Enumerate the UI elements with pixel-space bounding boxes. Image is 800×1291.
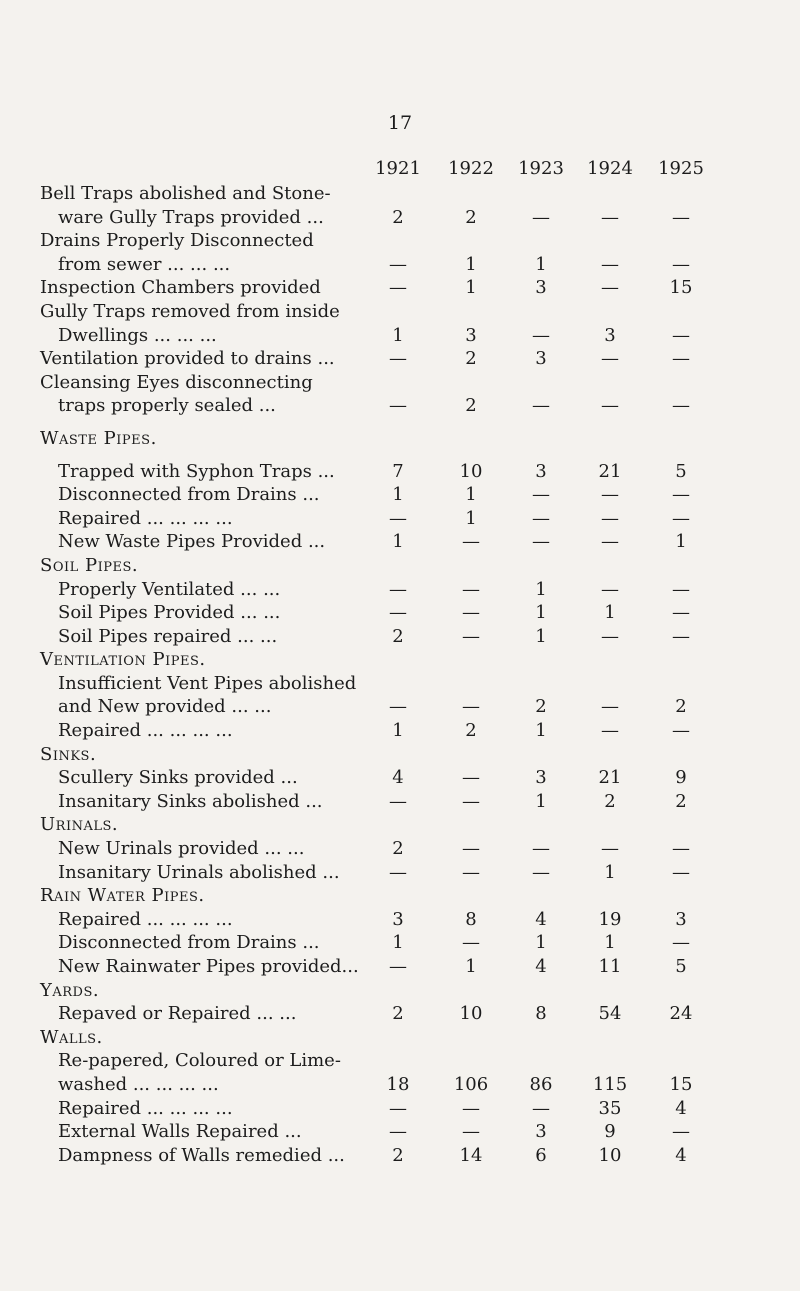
cell-1921: — (389, 395, 407, 417)
cell-1924: 1 (604, 932, 616, 954)
row-label: Soil Pipes repaired ... ... (58, 625, 278, 647)
row-label: Repaired ... ... ... ... (58, 720, 233, 742)
cell-1921: 1 (392, 484, 404, 506)
row-label: External Walls Repaired ... (58, 1121, 302, 1143)
section-heading (0, 743, 800, 767)
cell-1925: — (672, 720, 690, 742)
cell-1922: — (462, 790, 480, 812)
cell-1923: — (532, 395, 550, 417)
cell-1925: — (672, 206, 690, 228)
year-heading: 1924 (587, 158, 633, 179)
section-heading (0, 979, 800, 1003)
cell-1921: — (389, 1121, 407, 1143)
cell-1924: 1 (604, 602, 616, 624)
cell-1924: — (601, 277, 619, 299)
cell-1923: 4 (535, 908, 547, 930)
cell-1923: 1 (535, 625, 547, 647)
table-row (0, 837, 800, 861)
table-row (0, 460, 800, 484)
year-heading: 1923 (518, 158, 564, 179)
table-row (0, 1144, 800, 1168)
cell-1922: — (462, 1097, 480, 1119)
table-row (0, 790, 800, 814)
table-row (0, 371, 800, 395)
table-row (0, 908, 800, 932)
cell-1925: — (672, 395, 690, 417)
cell-1925: 2 (675, 696, 687, 718)
cell-1922: 10 (459, 460, 483, 482)
row-label: Insanitary Sinks abolished ... (58, 790, 323, 812)
cell-1923: 1 (535, 578, 547, 600)
table-row (0, 229, 800, 253)
cell-1922: 2 (465, 720, 477, 742)
cell-1921: — (389, 348, 407, 370)
table-row (0, 625, 800, 649)
row-label: Repaired ... ... ... ... (58, 507, 233, 529)
cell-1922: — (462, 838, 480, 860)
row-label: Disconnected from Drains ... (58, 484, 320, 506)
row-label: Bell Traps abolished and Stone- (40, 183, 331, 204)
table-row (0, 182, 800, 206)
cell-1925: 5 (675, 460, 687, 482)
spacer (0, 418, 800, 427)
table-row (0, 324, 800, 348)
cell-1921: 2 (392, 206, 404, 228)
year-header-row (0, 158, 800, 182)
table-row (0, 1002, 800, 1026)
cell-1922: 2 (465, 206, 477, 228)
cell-1925: 4 (675, 1144, 687, 1166)
cell-1921: 4 (392, 767, 404, 789)
cell-1921: — (389, 956, 407, 977)
cell-1925: 24 (669, 1003, 693, 1025)
row-label: Dampness of Walls remedied ... (58, 1144, 345, 1166)
cell-1924: 54 (598, 1003, 622, 1025)
cell-1925: — (672, 484, 690, 506)
cell-1922: 1 (465, 956, 477, 977)
cell-1922: 2 (465, 395, 477, 417)
row-label: Inspection Chambers provided (40, 277, 321, 299)
row-label: Repaved or Repaired ... ... (58, 1003, 297, 1025)
table-row (0, 955, 800, 979)
cell-1924: — (601, 348, 619, 370)
cell-1925: — (672, 602, 690, 624)
page-number: 17 (387, 112, 413, 134)
cell-1925: 5 (675, 956, 687, 977)
cell-1923: — (532, 838, 550, 860)
cell-1921: 2 (392, 625, 404, 647)
cell-1922: — (462, 1121, 480, 1143)
year-heading: 1922 (448, 158, 494, 179)
cell-1925: 9 (675, 767, 687, 789)
cell-1921: 1 (392, 720, 404, 742)
cell-1925: 2 (675, 790, 687, 812)
table-row (0, 483, 800, 507)
row-label: Scullery Sinks provided ... (58, 767, 298, 789)
cell-1923: 8 (535, 1003, 547, 1025)
section-title: Ventilation Pipes. (40, 649, 206, 671)
cell-1923: 4 (535, 956, 547, 977)
cell-1923: 3 (535, 277, 547, 299)
section-heading (0, 554, 800, 578)
cell-1921: — (389, 253, 407, 275)
section-title: Sinks. (40, 743, 97, 765)
section-heading (0, 648, 800, 672)
section-heading (0, 427, 800, 451)
cell-1922: — (462, 625, 480, 647)
row-label: New Rainwater Pipes provided... (58, 956, 359, 977)
cell-1924: 9 (604, 1121, 616, 1143)
cell-1922: 8 (465, 908, 477, 930)
year-heading: 1925 (658, 158, 704, 179)
cell-1923: — (532, 1097, 550, 1119)
cell-1925: 3 (675, 908, 687, 930)
cell-1923: 2 (535, 696, 547, 718)
cell-1924: 11 (598, 956, 622, 977)
table-row (0, 719, 800, 743)
cell-1924: 1 (604, 861, 616, 883)
section-heading (0, 1026, 800, 1050)
cell-1923: — (532, 324, 550, 346)
cell-1923: — (532, 484, 550, 506)
cell-1921: 3 (392, 908, 404, 930)
cell-1922: — (462, 932, 480, 954)
cell-1922: — (462, 602, 480, 624)
cell-1923: — (532, 861, 550, 883)
year-heading: 1921 (375, 158, 421, 179)
cell-1922: — (462, 696, 480, 718)
cell-1924: 10 (598, 1144, 622, 1166)
row-label: washed ... ... ... ... (58, 1073, 219, 1095)
cell-1924: — (601, 253, 619, 275)
row-label: Ventilation provided to drains ... (40, 348, 335, 370)
section-title: Waste Pipes. (40, 427, 157, 449)
row-label: Cleansing Eyes disconnecting (40, 371, 313, 393)
cell-1924: — (601, 578, 619, 600)
table-row (0, 206, 800, 230)
cell-1922: 1 (465, 484, 477, 506)
cell-1921: 18 (386, 1073, 410, 1095)
row-label: New Urinals provided ... ... (58, 838, 305, 860)
row-label: Insufficient Vent Pipes abolished (58, 672, 357, 694)
cell-1922: — (462, 767, 480, 789)
spacer (0, 451, 800, 460)
table-row (0, 695, 800, 719)
table-row (0, 276, 800, 300)
cell-1923: 6 (535, 1144, 547, 1166)
section-heading (0, 813, 800, 837)
row-label: ware Gully Traps provided ... (58, 206, 324, 228)
cell-1924: 21 (598, 460, 622, 482)
cell-1921: 1 (392, 531, 404, 553)
table-row (0, 347, 800, 371)
cell-1922: — (462, 861, 480, 883)
table-row (0, 394, 800, 418)
cell-1921: 2 (392, 1003, 404, 1025)
table-row (0, 931, 800, 955)
cell-1921: 1 (392, 324, 404, 346)
section-heading (0, 884, 800, 908)
table-row (0, 766, 800, 790)
table-row (0, 861, 800, 885)
cell-1925: — (672, 348, 690, 370)
cell-1922: 1 (465, 277, 477, 299)
cell-1921: — (389, 861, 407, 883)
cell-1924: 2 (604, 790, 616, 812)
cell-1924: — (601, 531, 619, 553)
cell-1922: 10 (459, 1003, 483, 1025)
cell-1923: 1 (535, 720, 547, 742)
cell-1924: 3 (604, 324, 616, 346)
cell-1925: — (672, 578, 690, 600)
table-row (0, 578, 800, 602)
cell-1923: 3 (535, 1121, 547, 1143)
table-row (0, 1073, 800, 1097)
section-title: Yards. (40, 979, 100, 1001)
cell-1923: 1 (535, 932, 547, 954)
row-label: and New provided ... ... (58, 696, 272, 718)
table-row (0, 507, 800, 531)
cell-1923: 3 (535, 460, 547, 482)
cell-1921: — (389, 578, 407, 600)
cell-1922: 106 (453, 1073, 489, 1095)
row-label: Properly Ventilated ... ... (58, 578, 281, 600)
cell-1924: — (601, 625, 619, 647)
cell-1921: 2 (392, 1144, 404, 1166)
cell-1923: 1 (535, 602, 547, 624)
table-row (0, 253, 800, 277)
row-label: Repaired ... ... ... ... (58, 908, 233, 930)
cell-1921: — (389, 602, 407, 624)
cell-1922: — (462, 531, 480, 553)
cell-1921: 7 (392, 460, 404, 482)
cell-1921: — (389, 790, 407, 812)
section-title: Soil Pipes. (40, 554, 139, 576)
table-row (0, 530, 800, 554)
table-row (0, 601, 800, 625)
cell-1921: — (389, 277, 407, 299)
cell-1925: — (672, 253, 690, 275)
cell-1925: 15 (669, 277, 693, 299)
cell-1924: — (601, 507, 619, 529)
cell-1925: — (672, 838, 690, 860)
cell-1924: 35 (598, 1097, 622, 1119)
cell-1924: 115 (592, 1073, 628, 1095)
cell-1921: 2 (392, 838, 404, 860)
section-title: Walls. (40, 1026, 103, 1048)
table-row (0, 1120, 800, 1144)
cell-1924: — (601, 206, 619, 228)
row-label: Trapped with Syphon Traps ... (58, 460, 335, 482)
cell-1922: 2 (465, 348, 477, 370)
cell-1923: 86 (529, 1073, 553, 1095)
row-label: Re-papered, Coloured or Lime- (58, 1050, 341, 1072)
cell-1925: — (672, 861, 690, 883)
cell-1924: 21 (598, 767, 622, 789)
cell-1923: — (532, 206, 550, 228)
row-label: from sewer ... ... ... (58, 253, 231, 275)
cell-1924: — (601, 720, 619, 742)
table-row (0, 672, 800, 696)
cell-1924: — (601, 838, 619, 860)
sanitary-works-table (0, 182, 800, 1167)
section-title: Rain Water Pipes. (40, 885, 205, 907)
cell-1923: — (532, 531, 550, 553)
row-label: Insanitary Urinals abolished ... (58, 861, 340, 883)
cell-1924: — (601, 484, 619, 506)
cell-1924: — (601, 395, 619, 417)
cell-1923: 1 (535, 253, 547, 275)
row-label: Dwellings ... ... ... (58, 324, 217, 346)
cell-1925: — (672, 1121, 690, 1143)
cell-1921: 1 (392, 932, 404, 954)
cell-1925: — (672, 625, 690, 647)
row-label: Drains Properly Disconnected (40, 230, 314, 252)
row-label: Disconnected from Drains ... (58, 932, 320, 954)
cell-1923: 3 (535, 348, 547, 370)
cell-1925: 15 (669, 1073, 693, 1095)
cell-1922: 1 (465, 507, 477, 529)
cell-1921: — (389, 507, 407, 529)
cell-1922: 3 (465, 324, 477, 346)
cell-1925: — (672, 507, 690, 529)
cell-1925: — (672, 324, 690, 346)
cell-1922: — (462, 578, 480, 600)
cell-1924: 19 (598, 908, 622, 930)
row-label: New Waste Pipes Provided ... (58, 531, 326, 553)
table-row (0, 1097, 800, 1121)
cell-1923: 1 (535, 790, 547, 812)
row-label: Soil Pipes Provided ... ... (58, 602, 281, 624)
row-label: Repaired ... ... ... ... (58, 1097, 233, 1119)
cell-1923: 3 (535, 767, 547, 789)
table-row (0, 1049, 800, 1073)
cell-1923: — (532, 507, 550, 529)
cell-1925: 4 (675, 1097, 687, 1119)
cell-1921: — (389, 696, 407, 718)
cell-1924: — (601, 696, 619, 718)
row-label: traps properly sealed ... (58, 395, 276, 417)
cell-1922: 1 (465, 253, 477, 275)
cell-1925: — (672, 932, 690, 954)
cell-1922: 14 (459, 1144, 483, 1166)
cell-1921: — (389, 1097, 407, 1119)
row-label: Gully Traps removed from inside (40, 300, 340, 322)
table-row (0, 300, 800, 324)
section-title: Urinals. (40, 814, 119, 836)
cell-1925: 1 (675, 531, 687, 553)
